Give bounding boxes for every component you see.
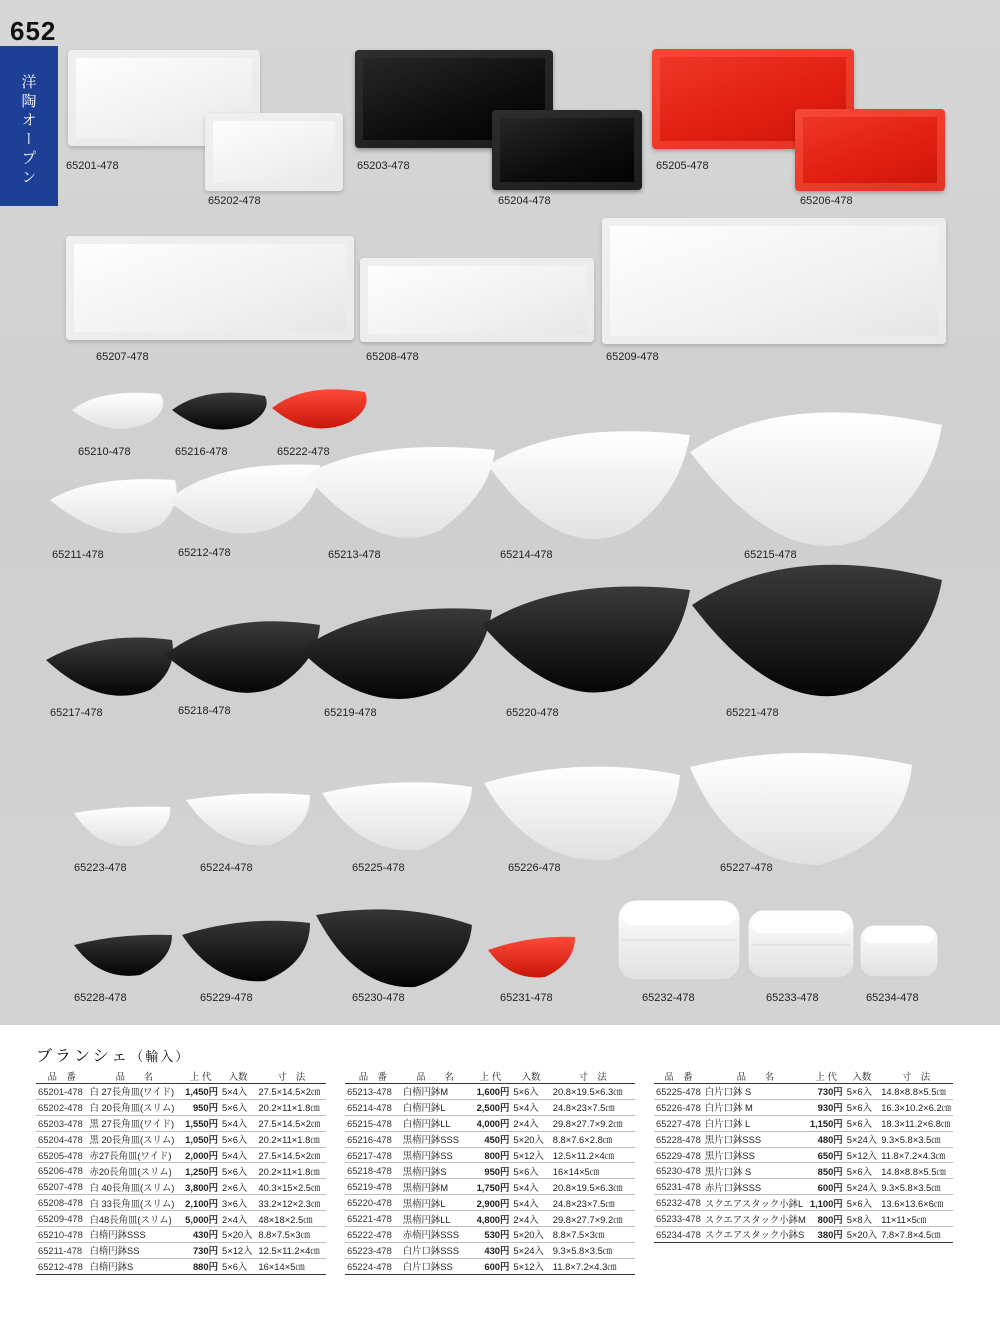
product-code: 65203-478 xyxy=(36,1115,87,1131)
product-name: 黒片口鉢 S xyxy=(703,1163,808,1179)
dimensions: 11.8×7.2×4.3㎝ xyxy=(879,1147,953,1163)
code-label: 65233-478 xyxy=(766,992,819,1004)
price: 650円 xyxy=(808,1147,845,1163)
dimensions: 16×14×5㎝ xyxy=(256,1258,326,1274)
code-label: 65211-478 xyxy=(52,549,104,561)
code-label: 65205-478 xyxy=(656,160,709,172)
column-header: 上 代 xyxy=(181,1069,220,1084)
price: 1,450円 xyxy=(181,1084,220,1100)
bowl-65218 xyxy=(165,621,320,693)
bowl-65213 xyxy=(305,447,495,538)
product-name: 黒楕円鉢SS xyxy=(401,1147,470,1163)
code-label: 65228-478 xyxy=(74,992,127,1004)
spout-65224 xyxy=(186,793,310,845)
dimensions: 14.8×8.8×5.5㎝ xyxy=(879,1163,953,1179)
code-label: 65227-478 xyxy=(720,862,773,874)
product-code: 65215-478 xyxy=(345,1115,401,1131)
product-code: 65229-478 xyxy=(654,1147,703,1163)
pack-qty: 2×4入 xyxy=(220,1211,256,1227)
product-code: 65211-478 xyxy=(36,1242,87,1258)
product-code: 65207-478 xyxy=(36,1179,87,1195)
column-header: 入数 xyxy=(845,1069,880,1084)
product-code: 65208-478 xyxy=(36,1195,87,1211)
product-name: スクエアスタック小鉢S xyxy=(703,1227,808,1243)
code-label: 65214-478 xyxy=(500,549,553,561)
product-name: 赤20長角皿(スリム) xyxy=(87,1163,181,1179)
pack-qty: 5×6入 xyxy=(220,1163,256,1179)
column-header: 品 名 xyxy=(87,1069,181,1084)
code-label: 65229-478 xyxy=(200,992,253,1004)
product-name: 白片口鉢SSS xyxy=(401,1242,470,1258)
table-row xyxy=(36,1211,326,1227)
bowls-svg xyxy=(0,380,1000,760)
product-name: 黒片口鉢SSS xyxy=(703,1131,808,1147)
product-code: 65218-478 xyxy=(345,1163,401,1179)
table-row xyxy=(36,1195,326,1211)
table-row xyxy=(654,1099,953,1115)
product-code: 65231-478 xyxy=(654,1179,703,1195)
pack-qty: 5×20入 xyxy=(511,1131,550,1147)
code-label: 65204-478 xyxy=(498,195,551,207)
price: 730円 xyxy=(181,1242,220,1258)
table-row xyxy=(654,1195,953,1211)
product-name: スクエアスタック小鉢M xyxy=(703,1211,808,1227)
product-code: 65206-478 xyxy=(36,1163,87,1179)
table-row xyxy=(36,1227,326,1243)
dimensions: 27.5×14.5×2㎝ xyxy=(256,1084,326,1100)
price: 1,050円 xyxy=(181,1131,220,1147)
pack-qty: 5×6入 xyxy=(845,1195,880,1211)
bowl-65217 xyxy=(46,638,173,696)
dimensions: 12.5×11.2×4㎝ xyxy=(551,1147,635,1163)
product-name: 赤楕円鉢SSS xyxy=(401,1227,470,1243)
spout-bowls-svg xyxy=(0,745,1000,1025)
bowl-65219 xyxy=(300,608,492,699)
product-code: 65202-478 xyxy=(36,1099,87,1115)
table-row xyxy=(654,1131,953,1147)
product-code: 65220-478 xyxy=(345,1195,401,1211)
code-label: 65215-478 xyxy=(744,549,797,561)
spout-65228 xyxy=(74,935,172,976)
pack-qty: 5×20入 xyxy=(511,1227,550,1243)
dimensions: 9.3×5.8×3.5㎝ xyxy=(551,1242,635,1258)
product-code: 65213-478 xyxy=(345,1084,401,1100)
pack-qty: 5×12入 xyxy=(511,1147,550,1163)
product-name: 黒楕円鉢L xyxy=(401,1195,470,1211)
code-label: 65224-478 xyxy=(200,862,253,874)
column-header: 寸 法 xyxy=(256,1069,326,1084)
product-name: 白 40長角皿(スリム) xyxy=(87,1179,181,1195)
section-tab: 洋陶オープン xyxy=(0,46,58,206)
pack-qty: 5×24入 xyxy=(845,1131,880,1147)
table-row xyxy=(345,1131,635,1147)
product-name: 白楕円鉢S xyxy=(87,1258,181,1274)
price: 930円 xyxy=(808,1099,845,1115)
table-header-row xyxy=(654,1069,953,1084)
dimensions: 16×14×5㎝ xyxy=(551,1163,635,1179)
pack-qty: 3×6入 xyxy=(220,1195,256,1211)
product-name: 白片口鉢SS xyxy=(401,1258,470,1274)
product-name: 白 27長角皿(ワイド) xyxy=(87,1084,181,1100)
product-name: 黒楕円鉢S xyxy=(401,1163,470,1179)
product-code: 65227-478 xyxy=(654,1115,703,1131)
table-row xyxy=(345,1242,635,1258)
price: 1,150円 xyxy=(808,1115,845,1131)
bowl-65220 xyxy=(482,587,690,693)
code-label: 65221-478 xyxy=(726,707,779,719)
table-row xyxy=(345,1195,635,1211)
dimensions: 18.3×11.2×6.8㎝ xyxy=(879,1115,953,1131)
price: 430円 xyxy=(181,1227,220,1243)
pack-qty: 2×4入 xyxy=(511,1115,550,1131)
product-name: 赤片口鉢SSS xyxy=(703,1179,808,1195)
plate-65209 xyxy=(602,218,946,344)
dimensions: 14.8×8.8×5.5㎝ xyxy=(879,1084,953,1100)
dimensions: 7.8×7.8×4.5㎝ xyxy=(879,1227,953,1243)
price: 800円 xyxy=(469,1147,511,1163)
pack-qty: 5×6入 xyxy=(220,1131,256,1147)
table-row xyxy=(36,1099,326,1115)
table-row xyxy=(36,1179,326,1195)
price: 3,800円 xyxy=(181,1179,220,1195)
bowl-65214 xyxy=(488,431,690,539)
price: 600円 xyxy=(469,1258,511,1274)
table-row xyxy=(36,1131,326,1147)
product-name: 白片口鉢 S xyxy=(703,1084,808,1100)
pack-qty: 5×6入 xyxy=(511,1084,550,1100)
product-code: 65201-478 xyxy=(36,1084,87,1100)
code-label: 65226-478 xyxy=(508,862,561,874)
price: 450円 xyxy=(469,1131,511,1147)
product-code: 65209-478 xyxy=(36,1211,87,1227)
plate-65204 xyxy=(492,110,642,190)
code-label: 65207-478 xyxy=(96,351,149,363)
price: 950円 xyxy=(181,1099,220,1115)
pack-qty: 2×4入 xyxy=(511,1211,550,1227)
dimensions: 8.8×7.5×3㎝ xyxy=(256,1227,326,1243)
pack-qty: 5×6入 xyxy=(845,1163,880,1179)
price: 880円 xyxy=(181,1258,220,1274)
dimensions: 27.5×14.5×2㎝ xyxy=(256,1115,326,1131)
dimensions: 27.5×14.5×2㎝ xyxy=(256,1147,326,1163)
product-code: 65221-478 xyxy=(345,1211,401,1227)
product-name: 白楕円鉢M xyxy=(401,1084,470,1100)
dimensions: 29.8×27.7×9.2㎝ xyxy=(551,1115,635,1131)
pack-qty: 5×6入 xyxy=(511,1163,550,1179)
code-label: 65222-478 xyxy=(277,446,330,458)
spout-65229 xyxy=(182,921,310,982)
dimensions: 9.3×5.8×3.5㎝ xyxy=(879,1179,953,1195)
product-code: 65223-478 xyxy=(345,1242,401,1258)
price: 1,750円 xyxy=(469,1179,511,1195)
table-row xyxy=(345,1147,635,1163)
bowl-65221 xyxy=(692,565,942,696)
table-row xyxy=(345,1115,635,1131)
spec-table-2 xyxy=(345,1069,635,1275)
stack-65232 xyxy=(618,900,740,980)
product-code: 65216-478 xyxy=(345,1131,401,1147)
product-name: 白楕円鉢SSS xyxy=(87,1227,181,1243)
page-number: 652 xyxy=(10,16,57,46)
product-code: 65214-478 xyxy=(345,1099,401,1115)
product-code: 65234-478 xyxy=(654,1227,703,1243)
table-row xyxy=(36,1242,326,1258)
stack-65233 xyxy=(748,910,854,978)
code-label: 65223-478 xyxy=(74,862,127,874)
pack-qty: 5×4入 xyxy=(511,1179,550,1195)
dimensions: 8.8×7.6×2.8㎝ xyxy=(551,1131,635,1147)
table-row xyxy=(345,1211,635,1227)
table-row xyxy=(345,1258,635,1274)
table-row xyxy=(654,1227,953,1243)
table-row xyxy=(36,1258,326,1274)
price: 380円 xyxy=(808,1227,845,1243)
product-code: 65222-478 xyxy=(345,1227,401,1243)
dimensions: 20.2×11×1.8㎝ xyxy=(256,1099,326,1115)
spout-65231 xyxy=(488,937,575,978)
pack-qty: 5×6入 xyxy=(845,1115,880,1131)
bowl-65215 xyxy=(690,412,942,546)
pack-qty: 5×4入 xyxy=(511,1195,550,1211)
price: 480円 xyxy=(808,1131,845,1147)
column-header: 品 番 xyxy=(345,1069,401,1084)
bowl-65222 xyxy=(272,389,367,428)
bowl-65210 xyxy=(72,393,163,429)
product-name: 白楕円鉢SS xyxy=(87,1242,181,1258)
column-header: 入数 xyxy=(511,1069,550,1084)
pack-qty: 5×4入 xyxy=(511,1099,550,1115)
code-label: 65203-478 xyxy=(357,160,410,172)
price: 4,000円 xyxy=(469,1115,511,1131)
column-header: 品 名 xyxy=(703,1069,808,1084)
product-code: 65212-478 xyxy=(36,1258,87,1274)
plate-65207 xyxy=(66,236,354,340)
column-header: 品 名 xyxy=(401,1069,470,1084)
table-row xyxy=(654,1115,953,1131)
pack-qty: 2×6入 xyxy=(220,1179,256,1195)
code-label: 65234-478 xyxy=(866,992,919,1004)
table-row xyxy=(36,1163,326,1179)
dimensions: 20.8×19.5×6.3㎝ xyxy=(551,1084,635,1100)
product-code: 65205-478 xyxy=(36,1147,87,1163)
product-name: 黒楕円鉢M xyxy=(401,1179,470,1195)
pack-qty: 5×4入 xyxy=(220,1084,256,1100)
spout-65223 xyxy=(74,807,170,847)
product-code: 65228-478 xyxy=(654,1131,703,1147)
table-header-row xyxy=(345,1069,635,1084)
dimensions: 48×18×2.5㎝ xyxy=(256,1211,326,1227)
pack-qty: 5×4入 xyxy=(220,1115,256,1131)
pack-qty: 5×6入 xyxy=(220,1099,256,1115)
product-name: 黒 27長角皿(ワイド) xyxy=(87,1115,181,1131)
code-label: 65230-478 xyxy=(352,992,405,1004)
product-name: 黒楕円鉢LL xyxy=(401,1211,470,1227)
code-label: 65232-478 xyxy=(642,992,695,1004)
code-label: 65216-478 xyxy=(175,446,228,458)
pack-qty: 5×6入 xyxy=(220,1258,256,1274)
pack-qty: 5×12入 xyxy=(845,1147,880,1163)
column-header: 入数 xyxy=(220,1069,256,1084)
spec-table-3 xyxy=(654,1069,953,1243)
product-name: 赤27長角皿(ワイド) xyxy=(87,1147,181,1163)
price: 1,250円 xyxy=(181,1163,220,1179)
product-name: 白楕円鉢L xyxy=(401,1099,470,1115)
column-header: 品 番 xyxy=(36,1069,87,1084)
price: 2,000円 xyxy=(181,1147,220,1163)
code-label: 65206-478 xyxy=(800,195,853,207)
product-code: 65233-478 xyxy=(654,1211,703,1227)
spout-65225 xyxy=(322,782,472,850)
dimensions: 24.8×23×7.5㎝ xyxy=(551,1099,635,1115)
pack-qty: 5×12入 xyxy=(220,1242,256,1258)
code-label: 65210-478 xyxy=(78,446,131,458)
price: 730円 xyxy=(808,1084,845,1100)
code-label: 65218-478 xyxy=(178,705,231,717)
price: 2,100円 xyxy=(181,1195,220,1211)
pack-qty: 5×6入 xyxy=(845,1099,880,1115)
table-row xyxy=(36,1147,326,1163)
price: 600円 xyxy=(808,1179,845,1195)
bowl-65211 xyxy=(50,479,177,533)
table-row xyxy=(36,1084,326,1100)
price: 530円 xyxy=(469,1227,511,1243)
plate-65206 xyxy=(795,109,945,191)
code-label: 65202-478 xyxy=(208,195,261,207)
column-header: 上 代 xyxy=(808,1069,845,1084)
code-label: 65217-478 xyxy=(50,707,103,719)
pack-qty: 5×24入 xyxy=(511,1242,550,1258)
product-code: 65226-478 xyxy=(654,1099,703,1115)
table-row xyxy=(654,1179,953,1195)
dimensions: 40.3×15×2.5㎝ xyxy=(256,1179,326,1195)
spout-65230 xyxy=(316,909,472,987)
column-header: 寸 法 xyxy=(551,1069,635,1084)
product-code: 65232-478 xyxy=(654,1195,703,1211)
dimensions: 24.8×23×7.5㎝ xyxy=(551,1195,635,1211)
code-label: 65213-478 xyxy=(328,549,381,561)
spout-65226 xyxy=(484,767,680,861)
column-header: 品 番 xyxy=(654,1069,703,1084)
price: 2,500円 xyxy=(469,1099,511,1115)
price: 430円 xyxy=(469,1242,511,1258)
pack-qty: 5×8入 xyxy=(845,1211,880,1227)
price: 800円 xyxy=(808,1211,845,1227)
code-label: 65208-478 xyxy=(366,351,419,363)
plate-65202 xyxy=(205,113,343,191)
bowl-65216 xyxy=(172,393,267,430)
table-row xyxy=(654,1147,953,1163)
dimensions: 20.8×19.5×6.3㎝ xyxy=(551,1179,635,1195)
spout-65227 xyxy=(690,753,912,865)
series-name: ブランシェ xyxy=(36,1046,131,1065)
table-row xyxy=(654,1084,953,1100)
code-label: 65225-478 xyxy=(352,862,405,874)
product-name: 黒 20長角皿(スリム) xyxy=(87,1131,181,1147)
table-row xyxy=(654,1163,953,1179)
price: 2,900円 xyxy=(469,1195,511,1211)
product-name: 白 33長角皿(スリム) xyxy=(87,1195,181,1211)
spec-table-1 xyxy=(36,1069,326,1275)
column-header: 寸 法 xyxy=(879,1069,953,1084)
price: 4,800円 xyxy=(469,1211,511,1227)
dimensions: 16.3×10.2×6.2㎝ xyxy=(879,1099,953,1115)
dimensions: 9.3×5.8×3.5㎝ xyxy=(879,1131,953,1147)
series-subtitle: （輸入） xyxy=(130,1050,191,1065)
table-row xyxy=(345,1084,635,1100)
code-label: 65212-478 xyxy=(178,547,231,559)
table-row xyxy=(345,1179,635,1195)
dimensions: 12.5×11.2×4㎝ xyxy=(256,1242,326,1258)
product-code: 65217-478 xyxy=(345,1147,401,1163)
code-label: 65219-478 xyxy=(324,707,377,719)
dimensions: 20.2×11×1.8㎝ xyxy=(256,1163,326,1179)
table-row xyxy=(345,1163,635,1179)
dimensions: 13.6×13.6×6㎝ xyxy=(879,1195,953,1211)
bowl-65212 xyxy=(168,464,320,533)
dimensions: 29.8×27.7×9.2㎝ xyxy=(551,1211,635,1227)
price: 1,550円 xyxy=(181,1115,220,1131)
pack-qty: 5×4入 xyxy=(220,1147,256,1163)
product-name: 白片口鉢 M xyxy=(703,1099,808,1115)
table-row xyxy=(36,1115,326,1131)
dimensions: 20.2×11×1.8㎝ xyxy=(256,1131,326,1147)
product-code: 65219-478 xyxy=(345,1179,401,1195)
price: 850円 xyxy=(808,1163,845,1179)
product-code: 65230-478 xyxy=(654,1163,703,1179)
product-name: スクエアスタック小鉢L xyxy=(703,1195,808,1211)
product-name: 白片口鉢 L xyxy=(703,1115,808,1131)
product-name: 白48長角皿(スリム) xyxy=(87,1211,181,1227)
series-title xyxy=(36,1043,190,1066)
code-label: 65220-478 xyxy=(506,707,559,719)
pack-qty: 5×6入 xyxy=(845,1084,880,1100)
product-code: 65224-478 xyxy=(345,1258,401,1274)
dimensions: 8.8×7.5×3㎝ xyxy=(551,1227,635,1243)
code-label: 65201-478 xyxy=(66,160,119,172)
dimensions: 11.8×7.2×4.3㎝ xyxy=(551,1258,635,1274)
code-label: 65209-478 xyxy=(606,351,659,363)
product-name: 白 20長角皿(スリム) xyxy=(87,1099,181,1115)
product-name: 黒楕円鉢SSS xyxy=(401,1131,470,1147)
product-name: 白楕円鉢LL xyxy=(401,1115,470,1131)
pack-qty: 5×12入 xyxy=(511,1258,550,1274)
price: 1,100円 xyxy=(808,1195,845,1211)
table-row xyxy=(654,1211,953,1227)
dimensions: 11×11×5㎝ xyxy=(879,1211,953,1227)
table-row xyxy=(345,1227,635,1243)
table-header-row xyxy=(36,1069,326,1084)
stack-65234 xyxy=(860,925,938,977)
product-code: 65225-478 xyxy=(654,1084,703,1100)
product-name: 黒片口鉢SS xyxy=(703,1147,808,1163)
code-label: 65231-478 xyxy=(500,992,553,1004)
price: 1,600円 xyxy=(469,1084,511,1100)
pack-qty: 5×20入 xyxy=(220,1227,256,1243)
table-row xyxy=(345,1099,635,1115)
price: 5,000円 xyxy=(181,1211,220,1227)
plate-65208 xyxy=(360,258,594,342)
dimensions: 33.2×12×2.3㎝ xyxy=(256,1195,326,1211)
pack-qty: 5×20入 xyxy=(845,1227,880,1243)
product-code: 65210-478 xyxy=(36,1227,87,1243)
pack-qty: 5×24入 xyxy=(845,1179,880,1195)
price: 950円 xyxy=(469,1163,511,1179)
column-header: 上 代 xyxy=(469,1069,511,1084)
product-code: 65204-478 xyxy=(36,1131,87,1147)
